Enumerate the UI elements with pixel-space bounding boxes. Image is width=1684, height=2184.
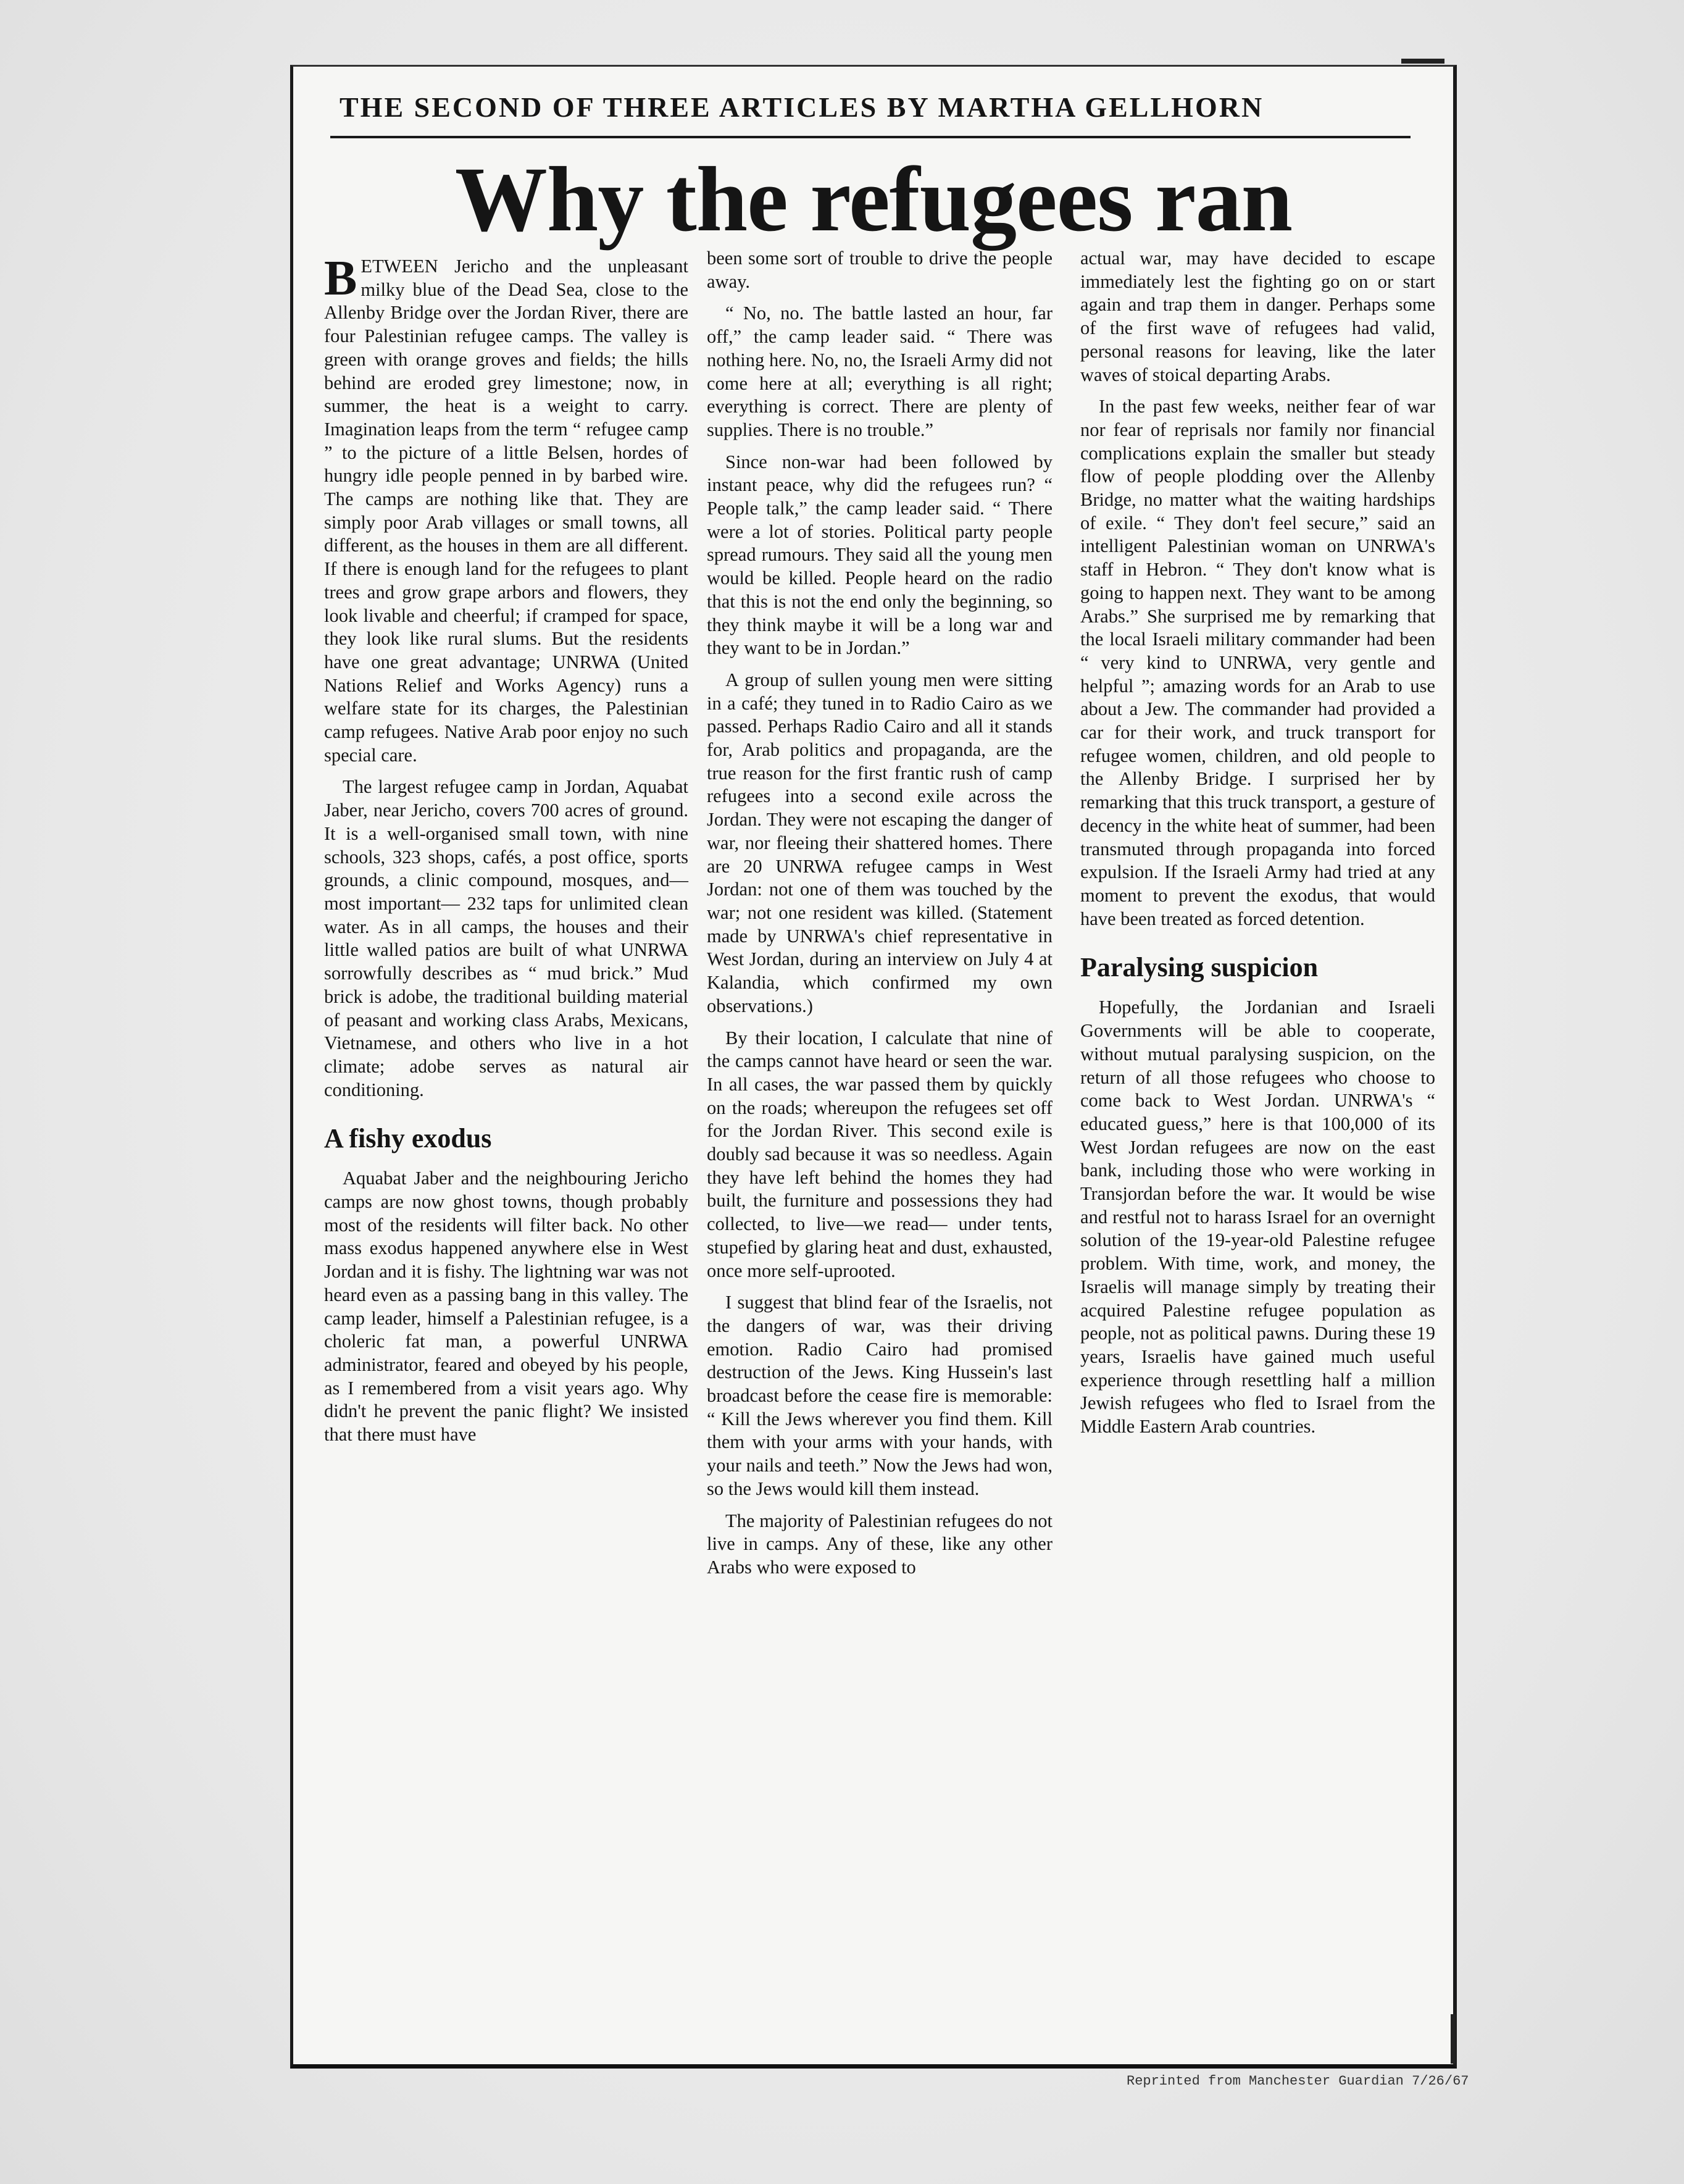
reprint-credit: Reprinted from Manchester Guardian 7/26/67 (1127, 2073, 1469, 2089)
paragraph: “ No, no. The battle lasted an hour, far off,” the camp leader said. “ There was nothing here. No, no, the Israeli Army did not come here at all; everything is all right; everything is correct. There are plenty of supplies. There is no trouble.” (707, 303, 1052, 440)
paragraph: A group of sullen young men were sitting in a café; they tuned in to Radio Cairo as we passed. Perhaps Radio Cairo and all it stands for, Arab politics and propaganda, are the true reason for the first frantic rush of camp refugees into a second exile across the Jordan. They were not escaping the danger of war, nor fleeing their shattered homes. There are 20 UNRWA refugee camps in West Jordan: not one of them was touched by the war; not one resident was killed. (Statement made by UNRWA's chief representative in West Jordan, during an interview on July 4 at Kalandia, which confirmed my own observations.) (707, 669, 1052, 1016)
paragraph: actual war, may have decided to escape immediately lest the fighting go on or start again and trap them in danger. Perhaps some of the first wave of refugees had valid, personal reasons for leaving, like the later waves of stoical departing Arabs. (1080, 248, 1435, 385)
ink-smudge (1401, 59, 1444, 64)
column-1 (324, 251, 688, 1455)
column-3 (1080, 247, 1435, 1447)
article-headline: Why the refugees ran (454, 148, 1293, 251)
paragraph: Aquabat Jaber and the neighbouring Jericho camps are now ghost towns, though probably most of the residents will filter back. No other mass exodus happened anywhere else in West Jordan and it is fishy. The lightning war was not heard even as a passing bang in this valley. The camp leader, himself a Palestinian refugee, is a choleric fat man, a powerful UNRWA administrator, feared and obeyed by his people, as I remembered from a visit years ago. Why didn't he prevent the panic flight? We insisted that there must have (324, 1168, 688, 1446)
paragraph: I suggest that blind fear of the Israelis, not the dangers of war, was their driving emotion. Radio Cairo had promised destruction of the Jews. King Hussein's last broadcast before the cease fire is memorable: “ Kill the Jews wherever you find them. Kill them with your arms with your hands, with your nails and teeth.” Now the Jews had won, so the Jews would kill them instead. (707, 1292, 1052, 1499)
paragraph: By their location, I calculate that nine of the camps cannot have heard or seen the war. In all cases, the war passed them by quickly on the roads; whereupon the refugees set off for the Jordan River. This second exile is doubly sad because it was so needless. Again they have left behind the homes they had built, the furniture and possessions they had collected, to live—we read— under tents, stupefied by glaring heat and dust, exhausted, once more self-uprooted. (707, 1027, 1052, 1281)
paragraph (324, 251, 688, 767)
subheading-paralysing-suspicion: Paralysing suspicion (1080, 952, 1319, 983)
paragraph: In the past few weeks, neither fear of war nor fear of reprisals nor family nor financial complications explain the smaller but steady flow of people plodding over the Allenby Bridge, no matter what the waiting hardships of exile. “ They don't feel secure,” said an intelligent Palestinian woman on UNRWA's staff in Hebron. “ They don't know what is going to happen next. They want to be among Arabs.” She surprised me by remarking that the local Israeli military commander had been “ very kind to UNRWA, very gentle and helpful ”; amazing words for an Arab to use about a Jew. The commander had provided a car for their work, and truck transport for refugee women, children, and old people to the Allenby Bridge. I surprised her by remarking that this truck transport, a gesture of decency in the white heat of summer, had been transmuted through propaganda into forced expulsion. If the Israeli Army had tried at any moment to prevent the exodus, that would have been treated as forced detention. (1080, 396, 1435, 929)
article-kicker: THE SECOND OF THREE ARTICLES BY MARTHA GELLHORN (340, 91, 1264, 123)
paragraph: The largest refugee camp in Jordan, Aquabat Jaber, near Jericho, covers 700 acres of ground. It is a well-organised small town, with nine schools, 323 shops, cafés, a post office, sports grounds, a clinic compound, mosques, and—most important— 232 taps for unlimited clean water. As in all camps, the houses and their little walled patios are built of what UNRWA sorrowfully describes as “ mud brick.” Mud brick is adobe, the traditional building material of peasant and working class Arabs, Mexicans, Vietnamese, and others who live in a hot climate; adobe serves as natural air conditioning. (324, 776, 688, 1100)
paragraph: Hopefully, the Jordanian and Israeli Governments will be able to cooperate, without mutual paralysing suspicion, on the return of all those refugees who choose to come back to West Jordan. UNRWA's “ educated guess,” here is that 100,000 of its West Jordan refugees are now on the east bank, including those who were working in Transjordan before the war. It would be wise and restful not to harass Israel for an overnight solution of the 19-year-old Palestine refugee problem. With time, work, and money, the Israelis will manage simply by treating their acquired Palestine refugee population as people, not as political pawns. During these 19 years, Israelis have gained much useful experience through resettling half a million Jewish refugees who fled to Israel from the Middle Eastern Arab countries. (1080, 997, 1435, 1437)
paragraph: Since non-war had been followed by instant peace, why did the refugees run? “ People talk,” the camp leader said. “ There were a lot of stories. Political party people spread rumours. They said all the young men would be killed. People heard on the radio that this is not the end only the beginning, so they think maybe it will be a long war and they want to be in Jordan.” (707, 451, 1052, 659)
column-2 (707, 247, 1052, 1588)
ink-smudge (1451, 2014, 1456, 2064)
subheading-fishy-exodus: A fishy exodus (324, 1123, 492, 1154)
paragraph-text: ETWEEN Jericho and the unpleasant milky blue of the Dead Sea, close to the Allenby Bridge over the Jordan River, there are four Palestinian refugee camps. The valley is green with orange groves and fields; the hills behind are eroded grey limestone; now, in summer, the heat is a weight to carry. Imagination leaps from the term “ refugee camp ” to the picture of a little Belsen, hordes of hungry idle people penned in by barbed wire. The camps are nothing like that. They are simply poor Arab villages or small towns, all different, as the houses in them are all different. If there is enough land for the refugees to plant trees and grow grape arbors and flowers, they look livable and cheerful; if cramped for space, they look like rural slums. But the residents have one great advantage; UNRWA (United Nations Relief and Works Agency) runs a welfare state for its charges, the Palestinian camp refugees. Native Arab poor enjoy no such special care. (324, 256, 688, 766)
paragraph: The majority of Palestinian refugees do not live in camps. Any of these, like any other Arabs who were exposed to (707, 1510, 1052, 1578)
newspaper-clipping (290, 65, 1457, 2069)
paragraph: been some sort of trouble to drive the people away. (707, 248, 1052, 292)
drop-cap: B (324, 251, 357, 306)
